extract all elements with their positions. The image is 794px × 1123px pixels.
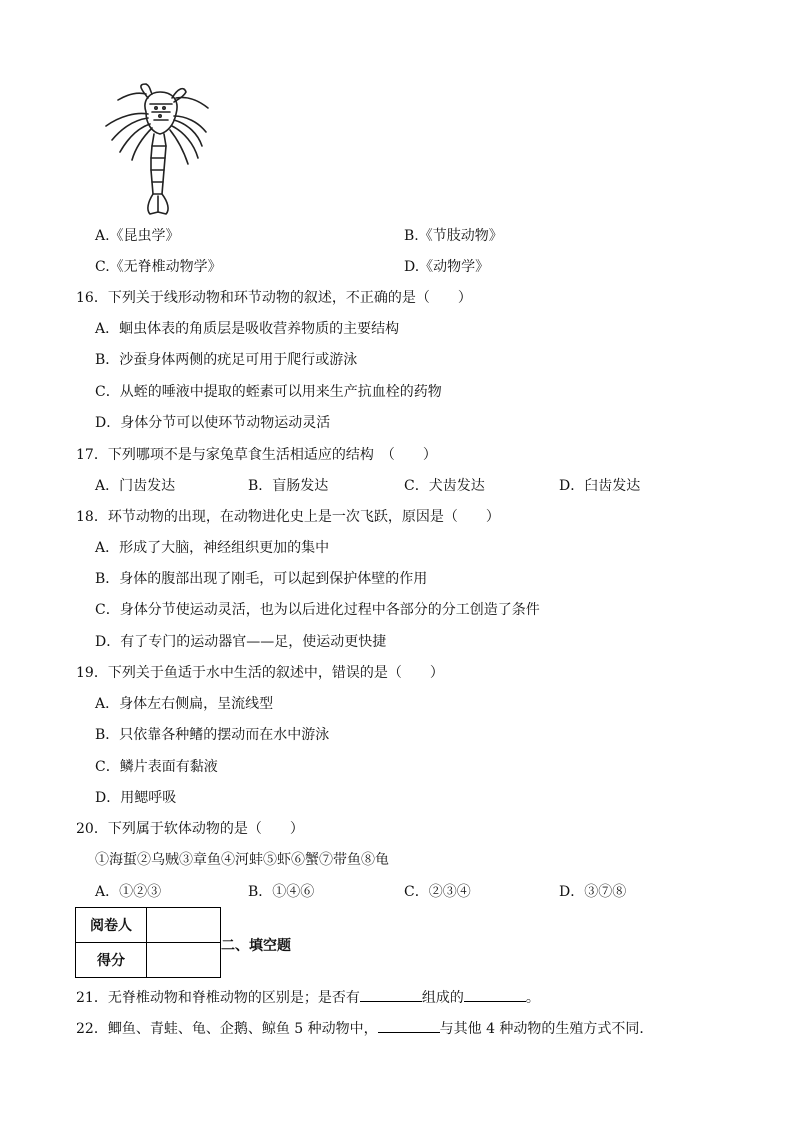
q16-option-d: D．身体分节可以使环节动物运动灵活 bbox=[95, 415, 331, 431]
q18-option-a: A．形成了大脑，神经组织更加的集中 bbox=[95, 540, 330, 556]
q21-blank-2 bbox=[464, 987, 526, 1002]
q20-option-c: C．②③④ bbox=[404, 884, 471, 900]
q15-option-c: C.《无脊椎动物学》 bbox=[95, 259, 222, 275]
q19-option-c: C．鳞片表面有黏液 bbox=[95, 759, 218, 775]
q20-option-a: A．①②③ bbox=[95, 884, 162, 900]
q18-option-b: B．身体的腹部出现了刚毛，可以起到保护体壁的作用 bbox=[95, 571, 428, 587]
reviewer-value bbox=[147, 908, 221, 943]
score-value bbox=[147, 943, 221, 978]
q22-line bbox=[76, 1018, 653, 1039]
q21-blank-1 bbox=[360, 987, 422, 1002]
q15-option-b: B.《节肢动物》 bbox=[404, 228, 503, 244]
q21-line bbox=[76, 987, 540, 1008]
q22-text-2: 与其他 4 种动物的生殖方式不同． bbox=[439, 1021, 654, 1037]
q20-option-b: B．①④⑥ bbox=[248, 884, 315, 900]
q19-option-d: D．用鳃呼吸 bbox=[95, 790, 177, 806]
q19-stem: 19．下列关于鱼适于水中生活的叙述中，错误的是（ ） bbox=[76, 665, 444, 681]
q16-option-c: C．从蛭的唾液中提取的蛭素可以用来生产抗血栓的药物 bbox=[95, 384, 442, 400]
q20-option-d: D．③⑦⑧ bbox=[559, 884, 627, 900]
q15-option-d: D.《动物学》 bbox=[404, 259, 490, 275]
q16-option-a: A．蛔虫体表的角质层是吸收营养物质的主要结构 bbox=[95, 321, 400, 337]
crayfish-illustration-icon bbox=[98, 82, 220, 218]
q17-option-d: D．臼齿发达 bbox=[559, 478, 641, 494]
q21-text-1: 21．无脊椎动物和脊椎动物的区别是；是否有 bbox=[76, 990, 360, 1006]
q18-option-c: C．身体分节使运动灵活，也为以后进化过程中各部分的分工创造了条件 bbox=[95, 602, 540, 618]
score-table bbox=[75, 907, 221, 978]
section-title: 二、填空题 bbox=[221, 938, 291, 954]
q18-option-d: D．有了专门的运动器官——足，使运动更快捷 bbox=[95, 634, 387, 650]
q21-text-3: 。 bbox=[525, 990, 540, 1006]
q15-option-a: A.《昆虫学》 bbox=[95, 228, 180, 244]
q20-items: ①海蜇②乌贼③章鱼④河蚌⑤虾⑥蟹⑦带鱼⑧龟 bbox=[95, 852, 389, 868]
q16-option-b: B．沙蚕身体两侧的疣足可用于爬行或游泳 bbox=[95, 352, 358, 368]
q21-text-2: 组成的 bbox=[421, 990, 464, 1006]
q16-stem: 16．下列关于线形动物和环节动物的叙述，不正确的是（ ） bbox=[76, 290, 472, 306]
q20-stem: 20．下列属于软体动物的是（ ） bbox=[76, 821, 304, 837]
q17-stem: 17．下列哪项不是与家兔草食生活相适应的结构 （ ） bbox=[76, 447, 437, 463]
q19-option-a: A．身体左右侧扁，呈流线型 bbox=[95, 696, 274, 712]
q17-option-a: A．门齿发达 bbox=[95, 478, 176, 494]
q18-stem: 18．环节动物的出现，在动物进化史上是一次飞跃，原因是（ ） bbox=[76, 509, 500, 525]
q17-option-b: B．盲肠发达 bbox=[248, 478, 329, 494]
q19-option-b: B．只依靠各种鳍的摆动而在水中游泳 bbox=[95, 727, 330, 743]
q22-text-1: 22．鲫鱼、青蛙、龟、企鹅、鲸鱼 5 种动物中， bbox=[76, 1021, 378, 1037]
q22-blank-1 bbox=[378, 1018, 440, 1033]
q17-option-c: C．犬齿发达 bbox=[404, 478, 485, 494]
score-label: 得分 bbox=[76, 943, 147, 978]
reviewer-label: 阅卷人 bbox=[76, 908, 147, 943]
